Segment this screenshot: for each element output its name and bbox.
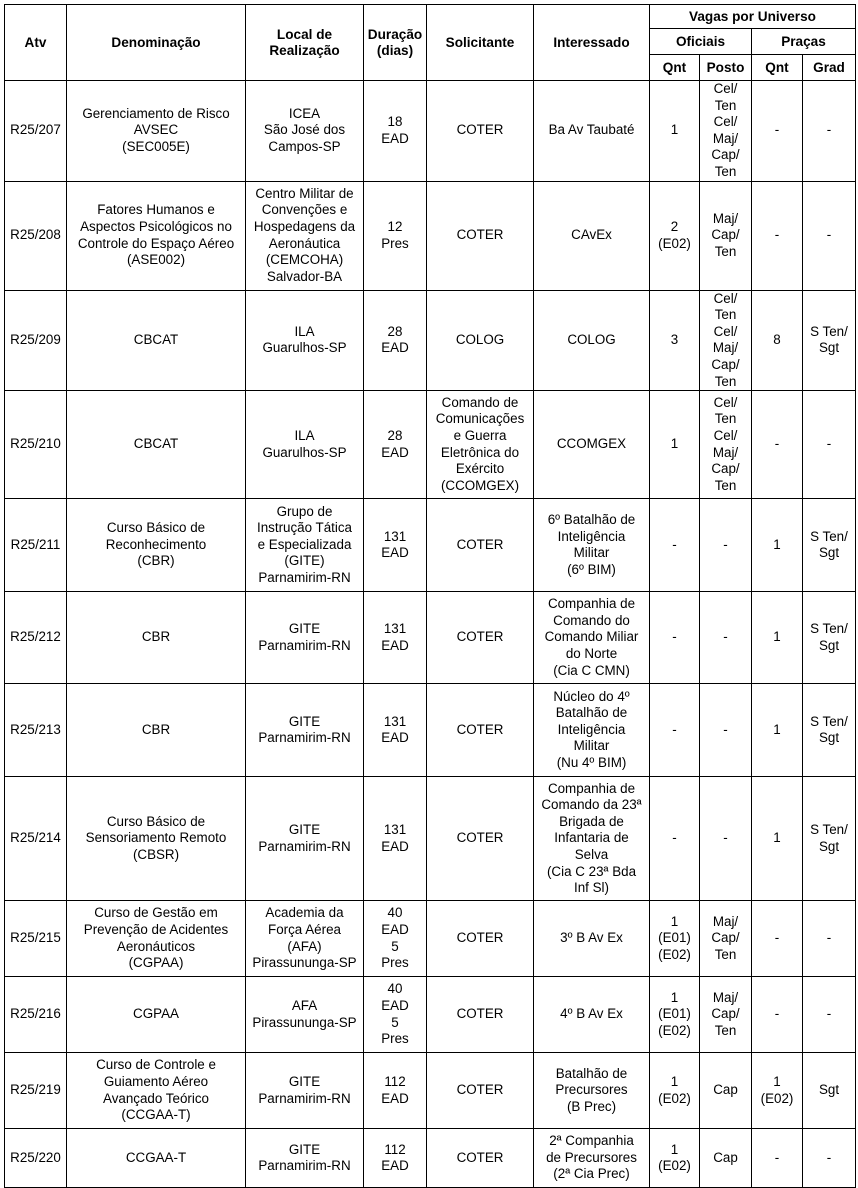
table-row <box>5 1129 856 1188</box>
cell-denominacao: Fatores Humanos e Aspectos Psicológicos no Controle do Espaço Aéreo (ASE002) <box>67 181 246 290</box>
cell-grad: - <box>803 1129 856 1188</box>
cell-grad: Sgt <box>803 1053 856 1129</box>
header-qnt-oficiais: Qnt <box>650 55 700 81</box>
cell-denominacao: Curso Básico de Sensoriamento Remoto (CBSR) <box>67 777 246 901</box>
cell-posto: - <box>700 684 752 777</box>
cell-interessado: Ba Av Taubaté <box>534 81 650 182</box>
cell-qnt-pracas: 1 <box>752 684 803 777</box>
cell-interessado: COLOG <box>534 290 650 391</box>
cell-solicitante: COTER <box>427 1053 534 1129</box>
header-vagas: Vagas por Universo <box>650 5 856 29</box>
cell-local: GITE Parnamirim-RN <box>246 684 364 777</box>
courses-table <box>4 4 856 1188</box>
cell-denominacao: CBCAT <box>67 391 246 499</box>
cell-grad: S Ten/ Sgt <box>803 684 856 777</box>
cell-interessado: 2ª Companhia de Precursores (2ª Cia Prec) <box>534 1129 650 1188</box>
cell-local: GITE Parnamirim-RN <box>246 592 364 684</box>
cell-interessado: 3º B Av Ex <box>534 901 650 977</box>
cell-posto: - <box>700 592 752 684</box>
cell-posto: Cel/ Ten Cel/ Maj/ Cap/ Ten <box>700 391 752 499</box>
cell-solicitante: Comando de Comunicações e Guerra Eletrônica do Exército (CCOMGEX) <box>427 391 534 499</box>
header-pracas: Praças <box>752 29 856 55</box>
cell-denominacao: Curso de Gestão em Prevenção de Acidentes Aeronáuticos (CGPAA) <box>67 901 246 977</box>
cell-solicitante: COTER <box>427 81 534 182</box>
cell-qnt-pracas: 8 <box>752 290 803 391</box>
cell-denominacao: CBCAT <box>67 290 246 391</box>
cell-duracao: 40 EAD 5 Pres <box>364 977 427 1053</box>
header-duracao: Duração (dias) <box>364 5 427 81</box>
cell-local: ICEA São José dos Campos-SP <box>246 81 364 182</box>
cell-duracao: 131 EAD <box>364 684 427 777</box>
cell-denominacao: Gerenciamento de Risco AVSEC (SEC005E) <box>67 81 246 182</box>
cell-qnt-pracas: 1 <box>752 777 803 901</box>
cell-qnt-pracas: - <box>752 391 803 499</box>
table-row <box>5 684 856 777</box>
cell-duracao: 131 EAD <box>364 592 427 684</box>
cell-denominacao: Curso de Controle e Guiamento Aéreo Avançado Teórico (CCGAA-T) <box>67 1053 246 1129</box>
cell-duracao: 12 Pres <box>364 181 427 290</box>
cell-local: Grupo de Instrução Tática e Especializada (GITE) Parnamirim-RN <box>246 499 364 592</box>
cell-solicitante: COTER <box>427 977 534 1053</box>
cell-posto: - <box>700 499 752 592</box>
cell-local: GITE Parnamirim-RN <box>246 1053 364 1129</box>
cell-solicitante: COTER <box>427 181 534 290</box>
cell-qnt-oficiais: 1 <box>650 81 700 182</box>
cell-solicitante: COTER <box>427 499 534 592</box>
cell-atv: R25/214 <box>5 777 67 901</box>
cell-qnt-oficiais: 1 (E01) (E02) <box>650 901 700 977</box>
cell-grad: S Ten/ Sgt <box>803 592 856 684</box>
cell-solicitante: COLOG <box>427 290 534 391</box>
cell-qnt-pracas: 1 <box>752 592 803 684</box>
cell-qnt-oficiais: 1 <box>650 391 700 499</box>
cell-interessado: CAvEx <box>534 181 650 290</box>
cell-atv: R25/216 <box>5 977 67 1053</box>
table-row <box>5 81 856 182</box>
cell-solicitante: COTER <box>427 684 534 777</box>
cell-duracao: 131 EAD <box>364 777 427 901</box>
cell-denominacao: CCGAA-T <box>67 1129 246 1188</box>
cell-atv: R25/219 <box>5 1053 67 1129</box>
cell-solicitante: COTER <box>427 777 534 901</box>
cell-denominacao: CBR <box>67 684 246 777</box>
header-grad: Grad <box>803 55 856 81</box>
header-solicitante: Solicitante <box>427 5 534 81</box>
header-local: Local de Realização <box>246 5 364 81</box>
cell-qnt-oficiais: 1 (E02) <box>650 1129 700 1188</box>
cell-grad: - <box>803 901 856 977</box>
cell-local: Centro Militar de Convenções e Hospedagens da Aeronáutica (CEMCOHA) Salvador-BA <box>246 181 364 290</box>
cell-duracao: 18 EAD <box>364 81 427 182</box>
cell-atv: R25/212 <box>5 592 67 684</box>
cell-duracao: 112 EAD <box>364 1129 427 1188</box>
cell-qnt-pracas: - <box>752 81 803 182</box>
table-row <box>5 777 856 901</box>
cell-denominacao: CGPAA <box>67 977 246 1053</box>
cell-solicitante: COTER <box>427 901 534 977</box>
cell-interessado: Núcleo do 4º Batalhão de Inteligência Militar (Nu 4º BIM) <box>534 684 650 777</box>
cell-denominacao: Curso Básico de Reconhecimento (CBR) <box>67 499 246 592</box>
cell-local: ILA Guarulhos-SP <box>246 290 364 391</box>
cell-qnt-oficiais: 3 <box>650 290 700 391</box>
cell-solicitante: COTER <box>427 592 534 684</box>
cell-qnt-pracas: - <box>752 181 803 290</box>
cell-interessado: 4º B Av Ex <box>534 977 650 1053</box>
cell-local: Academia da Força Aérea (AFA) Pirassununga-SP <box>246 901 364 977</box>
cell-qnt-oficiais: - <box>650 499 700 592</box>
cell-local: ILA Guarulhos-SP <box>246 391 364 499</box>
cell-atv: R25/211 <box>5 499 67 592</box>
cell-qnt-pracas: 1 (E02) <box>752 1053 803 1129</box>
header-atv: Atv <box>5 5 67 81</box>
cell-interessado: Companhia de Comando do Comando Miliar do Norte (Cia C CMN) <box>534 592 650 684</box>
cell-denominacao: CBR <box>67 592 246 684</box>
cell-qnt-oficiais: - <box>650 777 700 901</box>
cell-posto: Maj/ Cap/ Ten <box>700 181 752 290</box>
cell-qnt-oficiais: - <box>650 592 700 684</box>
cell-posto: Cel/ Ten Cel/ Maj/ Cap/ Ten <box>700 81 752 182</box>
cell-local: GITE Parnamirim-RN <box>246 1129 364 1188</box>
cell-atv: R25/215 <box>5 901 67 977</box>
cell-posto: Cel/ Ten Cel/ Maj/ Cap/ Ten <box>700 290 752 391</box>
cell-posto: Cap <box>700 1129 752 1188</box>
cell-posto: Maj/ Cap/ Ten <box>700 977 752 1053</box>
cell-grad: - <box>803 391 856 499</box>
cell-atv: R25/213 <box>5 684 67 777</box>
cell-solicitante: COTER <box>427 1129 534 1188</box>
cell-duracao: 28 EAD <box>364 391 427 499</box>
cell-grad: - <box>803 81 856 182</box>
cell-posto: - <box>700 777 752 901</box>
table-row <box>5 391 856 499</box>
cell-qnt-pracas: - <box>752 901 803 977</box>
cell-grad: S Ten/ Sgt <box>803 290 856 391</box>
cell-grad: S Ten/ Sgt <box>803 777 856 901</box>
table-row <box>5 977 856 1053</box>
header-qnt-pracas: Qnt <box>752 55 803 81</box>
cell-qnt-pracas: 1 <box>752 499 803 592</box>
cell-duracao: 112 EAD <box>364 1053 427 1129</box>
cell-qnt-oficiais: 1 (E01) (E02) <box>650 977 700 1053</box>
cell-local: GITE Parnamirim-RN <box>246 777 364 901</box>
table-row <box>5 901 856 977</box>
header-oficiais: Oficiais <box>650 29 752 55</box>
cell-atv: R25/220 <box>5 1129 67 1188</box>
table-row <box>5 181 856 290</box>
cell-grad: S Ten/ Sgt <box>803 499 856 592</box>
header-posto: Posto <box>700 55 752 81</box>
cell-atv: R25/210 <box>5 391 67 499</box>
cell-qnt-oficiais: 1 (E02) <box>650 1053 700 1129</box>
table-row <box>5 290 856 391</box>
cell-posto: Maj/ Cap/ Ten <box>700 901 752 977</box>
cell-posto: Cap <box>700 1053 752 1129</box>
cell-duracao: 28 EAD <box>364 290 427 391</box>
cell-duracao: 131 EAD <box>364 499 427 592</box>
cell-interessado: 6º Batalhão de Inteligência Militar (6º BIM) <box>534 499 650 592</box>
cell-atv: R25/208 <box>5 181 67 290</box>
cell-atv: R25/209 <box>5 290 67 391</box>
cell-qnt-pracas: - <box>752 1129 803 1188</box>
cell-grad: - <box>803 977 856 1053</box>
cell-local: AFA Pirassununga-SP <box>246 977 364 1053</box>
table-row <box>5 499 856 592</box>
cell-interessado: Companhia de Comando da 23ª Brigada de Infantaria de Selva (Cia C 23ª Bda Inf Sl) <box>534 777 650 901</box>
cell-qnt-oficiais: 2 (E02) <box>650 181 700 290</box>
cell-interessado: CCOMGEX <box>534 391 650 499</box>
cell-qnt-pracas: - <box>752 977 803 1053</box>
cell-interessado: Batalhão de Precursores (B Prec) <box>534 1053 650 1129</box>
table-row <box>5 1053 856 1129</box>
header-denominacao: Denominação <box>67 5 246 81</box>
cell-qnt-oficiais: - <box>650 684 700 777</box>
cell-duracao: 40 EAD 5 Pres <box>364 901 427 977</box>
cell-grad: - <box>803 181 856 290</box>
cell-atv: R25/207 <box>5 81 67 182</box>
header-interessado: Interessado <box>534 5 650 81</box>
table-row <box>5 592 856 684</box>
